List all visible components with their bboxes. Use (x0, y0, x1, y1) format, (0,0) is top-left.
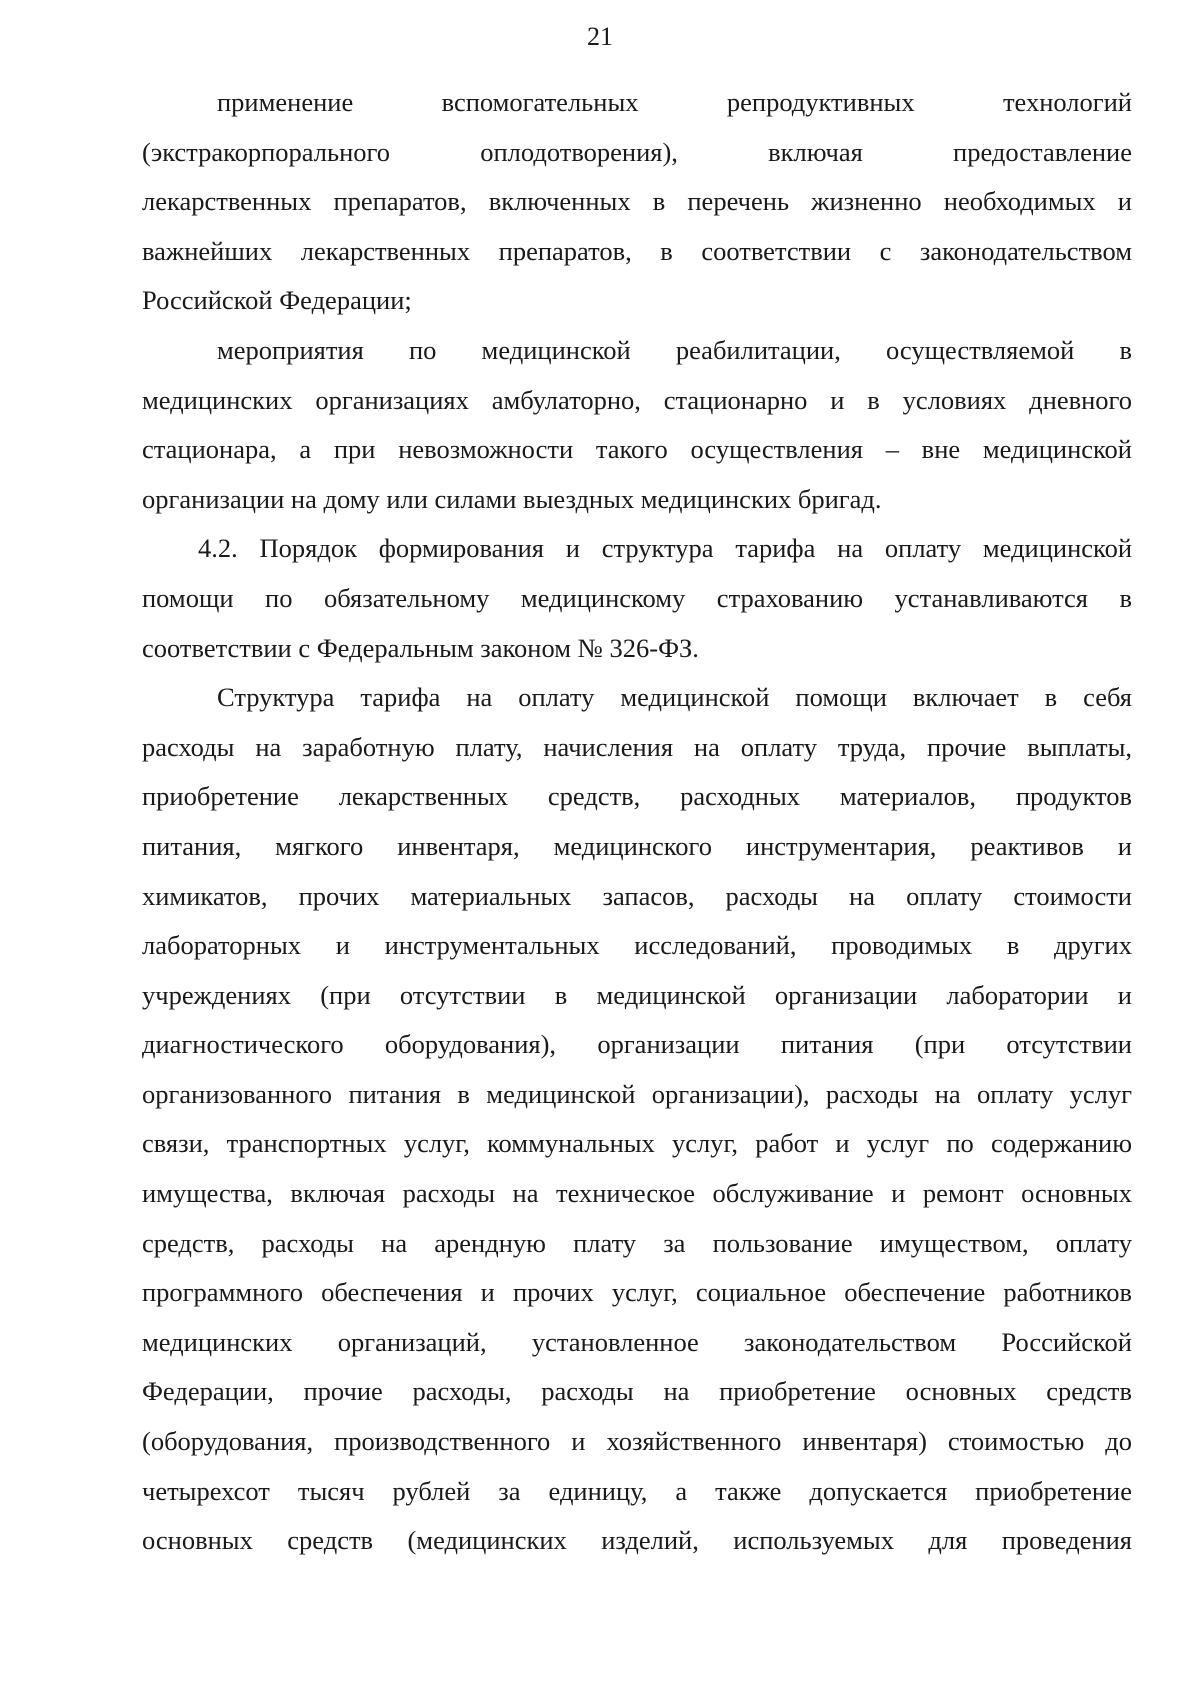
text-line: приобретение лекарственных средств, расходных материалов, продуктов (142, 781, 1132, 812)
paragraph-art-technologies (142, 78, 1132, 326)
text-line: помощи по обязательному медицинскому страхованию устанавливаются в (142, 582, 1132, 613)
text-line: питания, мягкого инвентаря, медицинского инструментария, реактивов и (142, 830, 1132, 861)
text-line: основных средств (медицинских изделий, используемых для проведения (142, 1525, 1132, 1556)
text-line: имущества, включая расходы на техническое обслуживание и ремонт основных (142, 1178, 1132, 1209)
text-line: лекарственных препаратов, включенных в перечень жизненно необходимых и (142, 186, 1132, 217)
page-number: 21 (587, 22, 613, 51)
text-line: медицинских организаций, установленное законодательством Российской (142, 1326, 1132, 1357)
text-line: применение вспомогательных репродуктивных технологий (217, 87, 1132, 117)
paragraph-section-4-2 (142, 524, 1132, 673)
paragraph-rehabilitation (142, 326, 1132, 524)
document-body (142, 78, 1132, 1566)
text-line: диагностического оборудования), организации питания (при отсутствии (142, 1029, 1132, 1060)
text-line: связи, транспортных услуг, коммунальных услуг, работ и услуг по содержанию (142, 1128, 1132, 1159)
text-line: четырехсот тысяч рублей за единицу, а также допускается приобретение (142, 1475, 1132, 1506)
text-line: средств, расходы на арендную плату за пользование имуществом, оплату (142, 1227, 1132, 1258)
text-line: организованного питания в медицинской организации), расходы на оплату услуг (142, 1078, 1132, 1109)
paragraph-tariff-structure (142, 673, 1132, 1566)
text-line: медицинских организациях амбулаторно, стационарно и в условиях дневного (142, 384, 1132, 415)
text-line: (экстракорпорального оплодотворения), включая предоставление (142, 136, 1132, 167)
text-line: Российской Федерации; (142, 285, 412, 316)
text-line: учреждениях (при отсутствии в медицинской организации лаборатории и (142, 979, 1132, 1010)
text-line: расходы на заработную плату, начисления на оплату труда, прочие выплаты, (142, 731, 1132, 762)
text-line: Структура тарифа на оплату медицинской помощи включает в себя (217, 682, 1132, 713)
text-line: важнейших лекарственных препаратов, в соответствии с законодательством (142, 235, 1132, 266)
text-line: соответствии с Федеральным законом № 326-ФЗ. (142, 632, 699, 663)
text-line: 4.2. Порядок формирования и структура тарифа на оплату медицинской (198, 533, 1132, 564)
text-line: мероприятия по медицинской реабилитации, осуществляемой в (217, 334, 1132, 365)
text-line: организации на дому или силами выездных медицинских бригад. (142, 483, 882, 514)
text-line: химикатов, прочих материальных запасов, расходы на оплату стоимости (142, 880, 1132, 911)
text-line: стационара, а при невозможности такого осуществления – вне медицинской (142, 434, 1132, 465)
text-line: (оборудования, производственного и хозяйственного инвентаря) стоимостью до (142, 1426, 1132, 1457)
text-line: лабораторных и инструментальных исследований, проводимых в других (142, 930, 1132, 961)
text-line: программного обеспечения и прочих услуг, социальное обеспечение работников (142, 1277, 1132, 1308)
text-line: Федерации, прочие расходы, расходы на приобретение основных средств (142, 1376, 1132, 1407)
